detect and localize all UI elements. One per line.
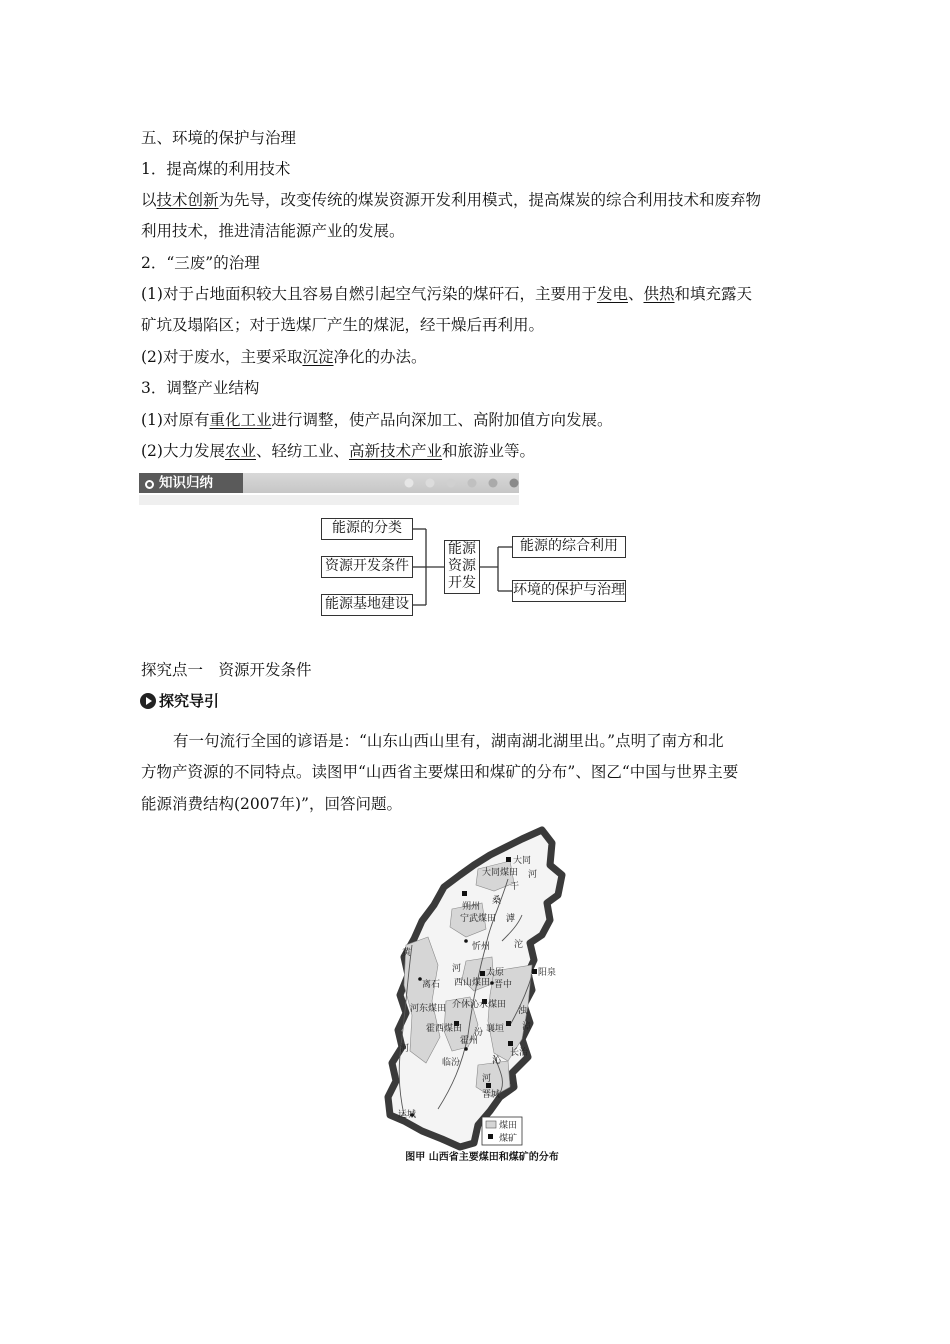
shanxi-coal-map — [382, 825, 582, 1165]
map-label: 运城 — [398, 1110, 417, 1120]
answer-underline: 发电 — [596, 285, 628, 303]
answer-underline: 供热 — [643, 285, 675, 303]
map-label: 太原 — [486, 968, 505, 978]
map-label: 临汾 — [442, 1058, 461, 1068]
diagram-node-center: 能源 资源 开发 — [444, 540, 480, 594]
diagram-node-comprehensive-use: 能源的综合利用 — [512, 536, 626, 558]
map-label: 离石 — [422, 980, 441, 990]
map-label: 大同煤田 — [482, 868, 519, 878]
map-label: 晋城 — [482, 1090, 501, 1100]
map-label: 漳 — [522, 1022, 532, 1032]
map-label: 河 — [528, 870, 538, 880]
map-label: 大同 — [513, 856, 532, 866]
section-title: 五、环境的保护与治理 — [141, 129, 297, 147]
inquiry-guide-heading: 探究导引 — [140, 690, 219, 712]
play-icon — [140, 693, 156, 709]
diagram-node-environment-protection: 环境的保护与治理 — [512, 580, 626, 602]
map-legend — [482, 1117, 522, 1145]
map-label: 河 — [482, 1074, 492, 1084]
map-label: 干 — [510, 882, 520, 892]
map-label: 汾 — [474, 1028, 484, 1038]
paragraph-2-line-1: (1)对于占地面积较大且容易自燃引起空气污染的煤矸石，主要用于发电、供热和填充露天 — [141, 285, 753, 303]
map-label: 介休沁水煤田 — [452, 1000, 507, 1010]
map-label: 煤矿 — [499, 1134, 518, 1144]
map-label: 沁 — [492, 1056, 502, 1066]
subheading-3: 3．调整产业结构 — [141, 379, 260, 397]
map-label: 忻州 — [472, 942, 491, 952]
map-label: 宁武煤田 — [460, 914, 497, 924]
diagram-node-development-conditions: 资源开发条件 — [321, 556, 413, 578]
map-label: 浊 — [518, 1006, 528, 1016]
map-label: 朔州 — [462, 902, 481, 912]
map-label: 阳泉 — [538, 968, 557, 978]
knowledge-summary-banner — [139, 473, 519, 505]
diagram-node-energy-classification: 能源的分类 — [321, 518, 413, 540]
answer-underline: 技术创新 — [156, 191, 219, 209]
inquiry-title: 探究点一 资源开发条件 — [141, 661, 312, 679]
paragraph-4: (1)对原有重化工业进行调整，使产品向深加工、高附加值方向发展。 — [141, 411, 613, 429]
map-label: 河 — [452, 964, 462, 974]
answer-underline: 高新技术产业 — [349, 442, 443, 460]
map-caption: 图甲 山西省主要煤田和煤矿的分布 — [405, 1152, 559, 1163]
banner-label: 知识归纳 — [159, 475, 213, 491]
map-label: 黄 — [402, 948, 412, 958]
map-label: 沱 — [514, 940, 524, 950]
map-label: 霍州 — [460, 1036, 479, 1046]
subheading-1: 1．提高煤的利用技术 — [141, 160, 291, 178]
map-label: 河东煤田 — [410, 1004, 447, 1014]
answer-underline: 沉淀 — [302, 348, 334, 366]
map-label: 河 — [400, 1044, 410, 1054]
paragraph-1-line-1: 以技术创新为先导，改变传统的煤炭资源开发利用模式，提高煤炭的综合利用技术和废弃物 — [141, 191, 762, 209]
inquiry-paragraph-line-3: 能源消费结构(2007年)”，回答问题。 — [141, 795, 402, 813]
map-label: 西山煤田 — [454, 978, 491, 988]
diagram-node-base-construction: 能源基地建设 — [321, 594, 413, 616]
subheading-2: 2．“三废”的治理 — [141, 254, 260, 272]
paragraph-5: (2)大力发展农业、轻纺工业、高新技术产业和旅游业等。 — [141, 442, 536, 460]
map-label: 襄垣 — [486, 1024, 505, 1034]
inquiry-paragraph-line-1: 有一句流行全国的谚语是：“山东山西山里有，湖南湖北湖里出。”点明了南方和北 — [173, 732, 724, 750]
paragraph-3: (2)对于废水，主要采取沉淀净化的办法。 — [141, 348, 427, 366]
paragraph-1-line-2: 利用技术，推进清洁能源产业的发展。 — [141, 222, 405, 240]
map-label: 煤田 — [499, 1121, 518, 1131]
answer-underline: 农业 — [224, 442, 256, 460]
banner-dots-decoration — [139, 473, 519, 493]
answer-underline: 重化工业 — [209, 411, 272, 429]
paragraph-2-line-2: 矿坑及塌陷区；对于选煤厂产生的煤泥，经干燥后再利用。 — [141, 316, 545, 334]
map-label: 长治 — [510, 1048, 529, 1058]
inquiry-paragraph-line-2: 方物产资源的不同特点。读图甲“山西省主要煤田和煤矿的分布”、图乙“中国与世界主要 — [141, 763, 739, 781]
map-label: 霍西煤田 — [426, 1024, 463, 1034]
map-label: 晋中 — [494, 980, 513, 990]
map-label: 桑 — [492, 896, 502, 906]
map-label: 滹 — [506, 914, 516, 924]
